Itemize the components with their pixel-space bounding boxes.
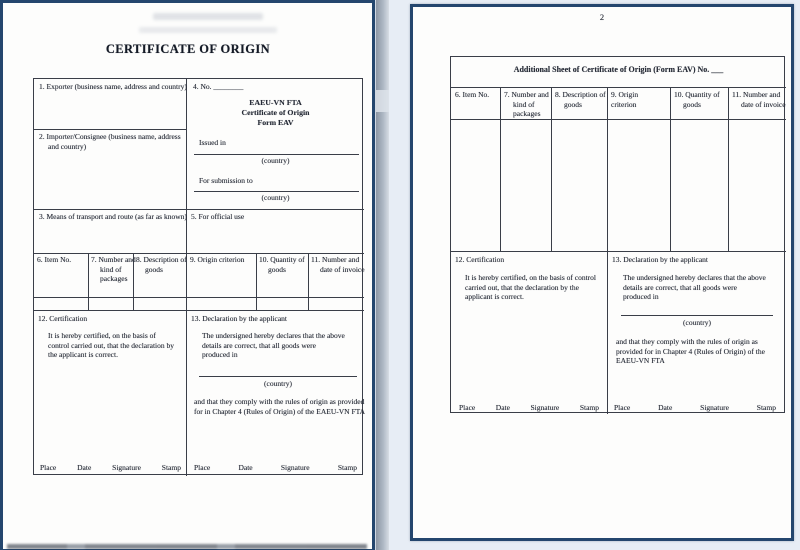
issued-in-label: Issued in <box>199 138 226 147</box>
grid-line <box>670 87 671 251</box>
signature-row-right <box>194 463 357 472</box>
certificate-page-1 <box>0 0 375 550</box>
certification-text: It is hereby certified, on the basis of control carried out, that the declaration by the applicant is correct. <box>465 273 597 301</box>
place-label: Place <box>40 463 57 472</box>
signature-row-left <box>40 463 181 472</box>
country-fill-line <box>199 376 357 377</box>
declaration-text-1: The undersigned hereby declares that the above details are correct, that all goods were produced in <box>623 273 766 301</box>
date-label: Date <box>238 463 253 472</box>
column-header-origin: 9. Origin criterion <box>611 90 639 109</box>
certification-text: It is hereby certified, on the basis of control carried out, that the declaration by the applicant is correct. <box>48 331 174 359</box>
form-name-line1: EAEU-VN FTA <box>249 98 302 107</box>
country-hint: (country) <box>264 379 292 388</box>
grid-line <box>607 87 608 414</box>
column-header-invoice: 11. Number and date of invoice <box>732 90 786 109</box>
field-official-use-label: 5. For official use <box>191 212 245 221</box>
page-title: CERTIFICATE OF ORIGIN <box>105 42 271 56</box>
grid-line <box>34 310 364 311</box>
column-header-packages: 7. Number and kind of packages <box>91 255 136 283</box>
column-header-origin: 9. Origin criterion <box>190 255 245 264</box>
faded-header-smudge <box>153 13 263 20</box>
additional-sheet-table <box>450 56 785 413</box>
column-header-description: 8. Description of goods <box>555 90 606 109</box>
grid-line <box>451 119 786 120</box>
date-label: Date <box>77 463 92 472</box>
stamp-label: Stamp <box>337 463 357 472</box>
place-label: Place <box>194 463 211 472</box>
grid-line <box>451 87 786 88</box>
scan-artifact <box>7 544 367 549</box>
field-transport-label: 3. Means of transport and route (as far as known) <box>39 212 187 221</box>
declaration-title: 13. Declaration by the applicant <box>191 314 288 323</box>
column-header-packages: 7. Number and kind of packages <box>504 90 549 118</box>
field-number-label: 4. No. ________ <box>193 82 244 91</box>
column-header-quantity: 10. Quantity of goods <box>674 90 720 109</box>
country-hint: (country) <box>261 193 290 202</box>
declaration-title: 13. Declaration by the applicant <box>612 255 709 264</box>
field-importer-label: 2. Importer/Consignee (business name, address and country) <box>39 132 181 151</box>
signature-label: Signature <box>280 463 310 472</box>
grid-line <box>34 297 364 298</box>
column-header-item-no: 6. Item No. <box>37 255 72 264</box>
column-header-item-no: 6. Item No. <box>455 90 490 99</box>
submission-label: For submission to <box>199 176 253 185</box>
date-label: Date <box>658 403 673 412</box>
column-header-description: 8. Description of goods <box>136 255 187 274</box>
place-label: Place <box>459 403 476 412</box>
country-fill-line <box>194 154 359 155</box>
grid-line <box>256 253 257 310</box>
signature-label: Signature <box>530 403 560 412</box>
certification-title: 12. Certification <box>38 314 88 323</box>
signature-row-left <box>459 403 599 412</box>
form-name-line3: Form EAV <box>257 118 294 127</box>
grid-line <box>34 253 364 254</box>
page-number: 2 <box>599 12 605 22</box>
vertical-scrollbar[interactable] <box>376 0 389 550</box>
signature-label: Signature <box>112 463 141 472</box>
certificate-page-2 <box>410 4 794 541</box>
certificate-form-table <box>33 78 366 475</box>
declaration-text-2: and that they comply with the rules of origin as provided for in Chapter 4 (Rules of Origin) of the EAEU-VN FTA <box>194 397 366 416</box>
country-fill-line <box>194 191 359 192</box>
signature-label: Signature <box>700 403 729 412</box>
grid-line <box>451 251 786 252</box>
stamp-label: Stamp <box>579 403 599 412</box>
country-fill-line <box>621 315 773 316</box>
field-exporter-label: 1. Exporter (business name, address and country) <box>39 82 187 91</box>
signature-row-right <box>614 403 776 412</box>
form-name-line2: Certificate of Origin <box>241 108 310 117</box>
stamp-label: Stamp <box>161 463 181 472</box>
grid-line <box>500 87 501 251</box>
place-label: Place <box>614 403 631 412</box>
declaration-text-1: The undersigned hereby declares that the above details are correct, that all goods were produced in <box>202 331 345 359</box>
country-hint: (country) <box>683 318 711 327</box>
grid-line <box>34 129 186 130</box>
grid-line <box>728 87 729 251</box>
scrollbar-notch[interactable] <box>376 90 389 112</box>
additional-sheet-title: Additional Sheet of Certificate of Origin (Form EAV) No. ___ <box>513 65 724 74</box>
stamp-label: Stamp <box>756 403 776 412</box>
column-header-quantity: 10. Quantity of goods <box>259 255 305 274</box>
grid-line <box>34 209 364 210</box>
declaration-text-2: and that they comply with the rules of origin as provided for in Chapter 4 (Rules of Origin) of the EAEU-VN FTA <box>616 337 765 365</box>
column-header-invoice: 11. Number and date of invoice <box>311 255 365 274</box>
grid-line <box>88 253 89 310</box>
faded-header-smudge <box>139 27 277 33</box>
date-label: Date <box>495 403 510 412</box>
certification-title: 12. Certification <box>455 255 505 264</box>
country-hint: (country) <box>261 156 290 165</box>
